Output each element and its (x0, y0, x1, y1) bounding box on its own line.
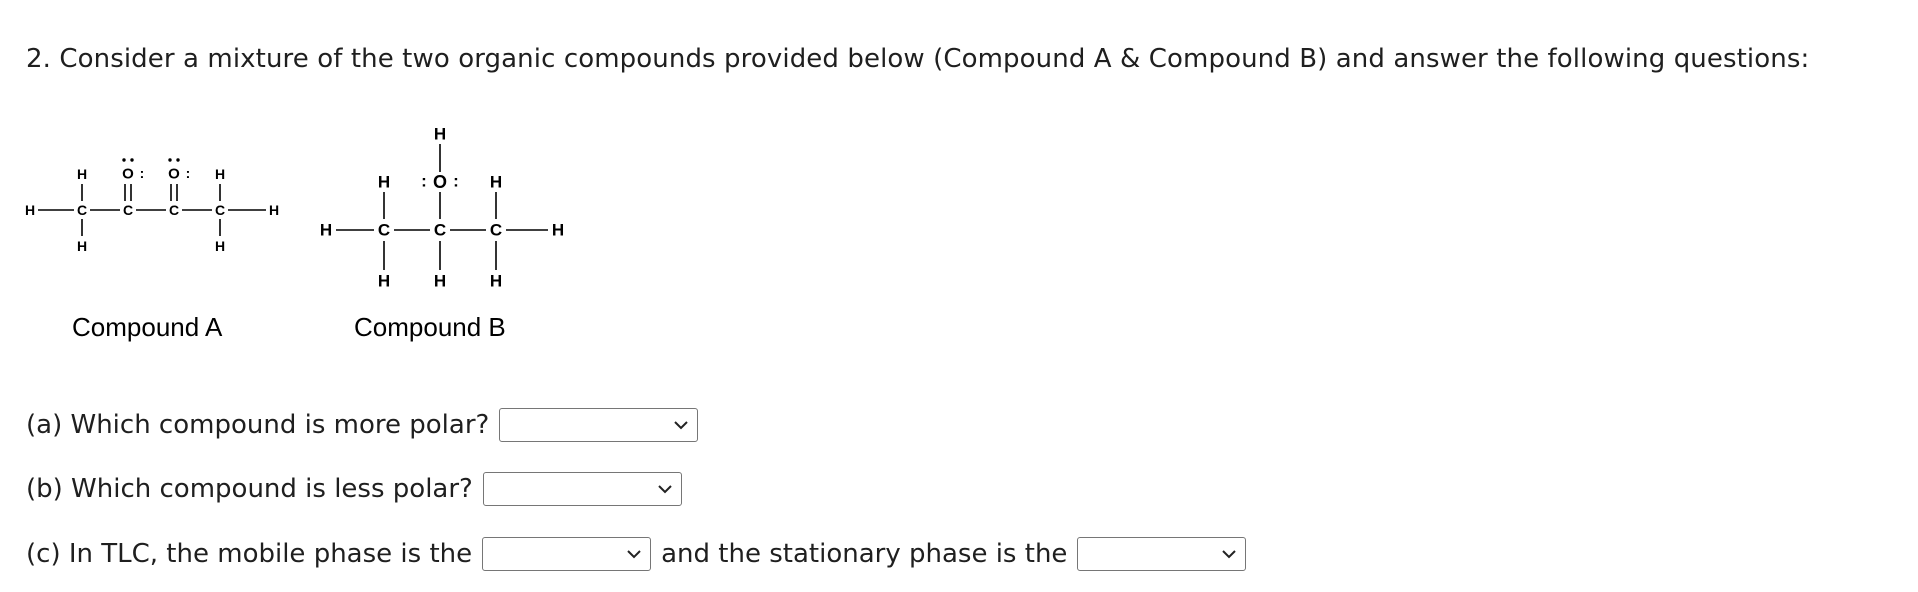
chevron-down-icon (626, 547, 642, 561)
chevron-down-icon (1221, 547, 1237, 561)
atom-h: H (489, 172, 503, 192)
compound-a-label: Compound A (72, 312, 223, 342)
atom-c: C (489, 220, 503, 240)
part-c-text: (c) In TLC, the mobile phase is the (26, 539, 473, 569)
atom-h: H (377, 271, 391, 290)
chevron-down-icon (657, 482, 673, 496)
atom-c: C (168, 202, 180, 218)
more-polar-select[interactable] (499, 408, 698, 442)
lone-pair-dot (176, 158, 179, 161)
atom-h: H (214, 166, 226, 182)
part-c-middle-text: and the stationary phase is the (661, 539, 1068, 569)
lone-pair-dot (168, 158, 171, 161)
lone-pair: : (453, 171, 459, 191)
atom-h: H (377, 172, 391, 192)
atom-h: H (214, 238, 226, 254)
atom-o: O (122, 165, 134, 183)
atom-h: H (433, 124, 447, 144)
part-c-row (26, 535, 1246, 573)
part-b-text: (b) Which compound is less polar? (26, 474, 473, 504)
atom-h: H (76, 166, 88, 182)
lone-pair-dot (130, 158, 133, 161)
atom-h: H (76, 238, 88, 254)
lone-pair-dot (122, 158, 125, 161)
atom-h: H (551, 220, 565, 240)
part-a-row (26, 406, 698, 444)
lone-pair: : (185, 165, 191, 181)
lone-pair: : (421, 171, 427, 191)
part-a-text: (a) Which compound is more polar? (26, 410, 490, 440)
question-text: 2. Consider a mixture of the two organic compounds provided below (Compound A & Compound B) and answer the following questions: (26, 44, 1810, 74)
atom-h: H (268, 202, 280, 218)
atom-h: H (489, 271, 503, 290)
chevron-down-icon (673, 418, 689, 432)
atom-c: C (76, 202, 88, 218)
atom-c: C (214, 202, 226, 218)
atom-o: O (168, 165, 180, 183)
compound-b-label: Compound B (354, 312, 506, 342)
molecule-drawing (20, 100, 620, 290)
atom-h: H (319, 220, 333, 240)
less-polar-select[interactable] (483, 472, 682, 506)
atom-h: H (24, 202, 36, 218)
part-b-row (26, 470, 682, 508)
lone-pair: : (139, 165, 145, 181)
atom-h: H (433, 271, 447, 290)
atom-c: C (377, 220, 391, 240)
atom-o: O (432, 172, 448, 192)
mobile-phase-select[interactable] (482, 537, 651, 571)
atom-c: C (122, 202, 134, 218)
stationary-phase-select[interactable] (1077, 537, 1246, 571)
atom-c: C (433, 220, 447, 240)
structure-figure (20, 100, 620, 342)
